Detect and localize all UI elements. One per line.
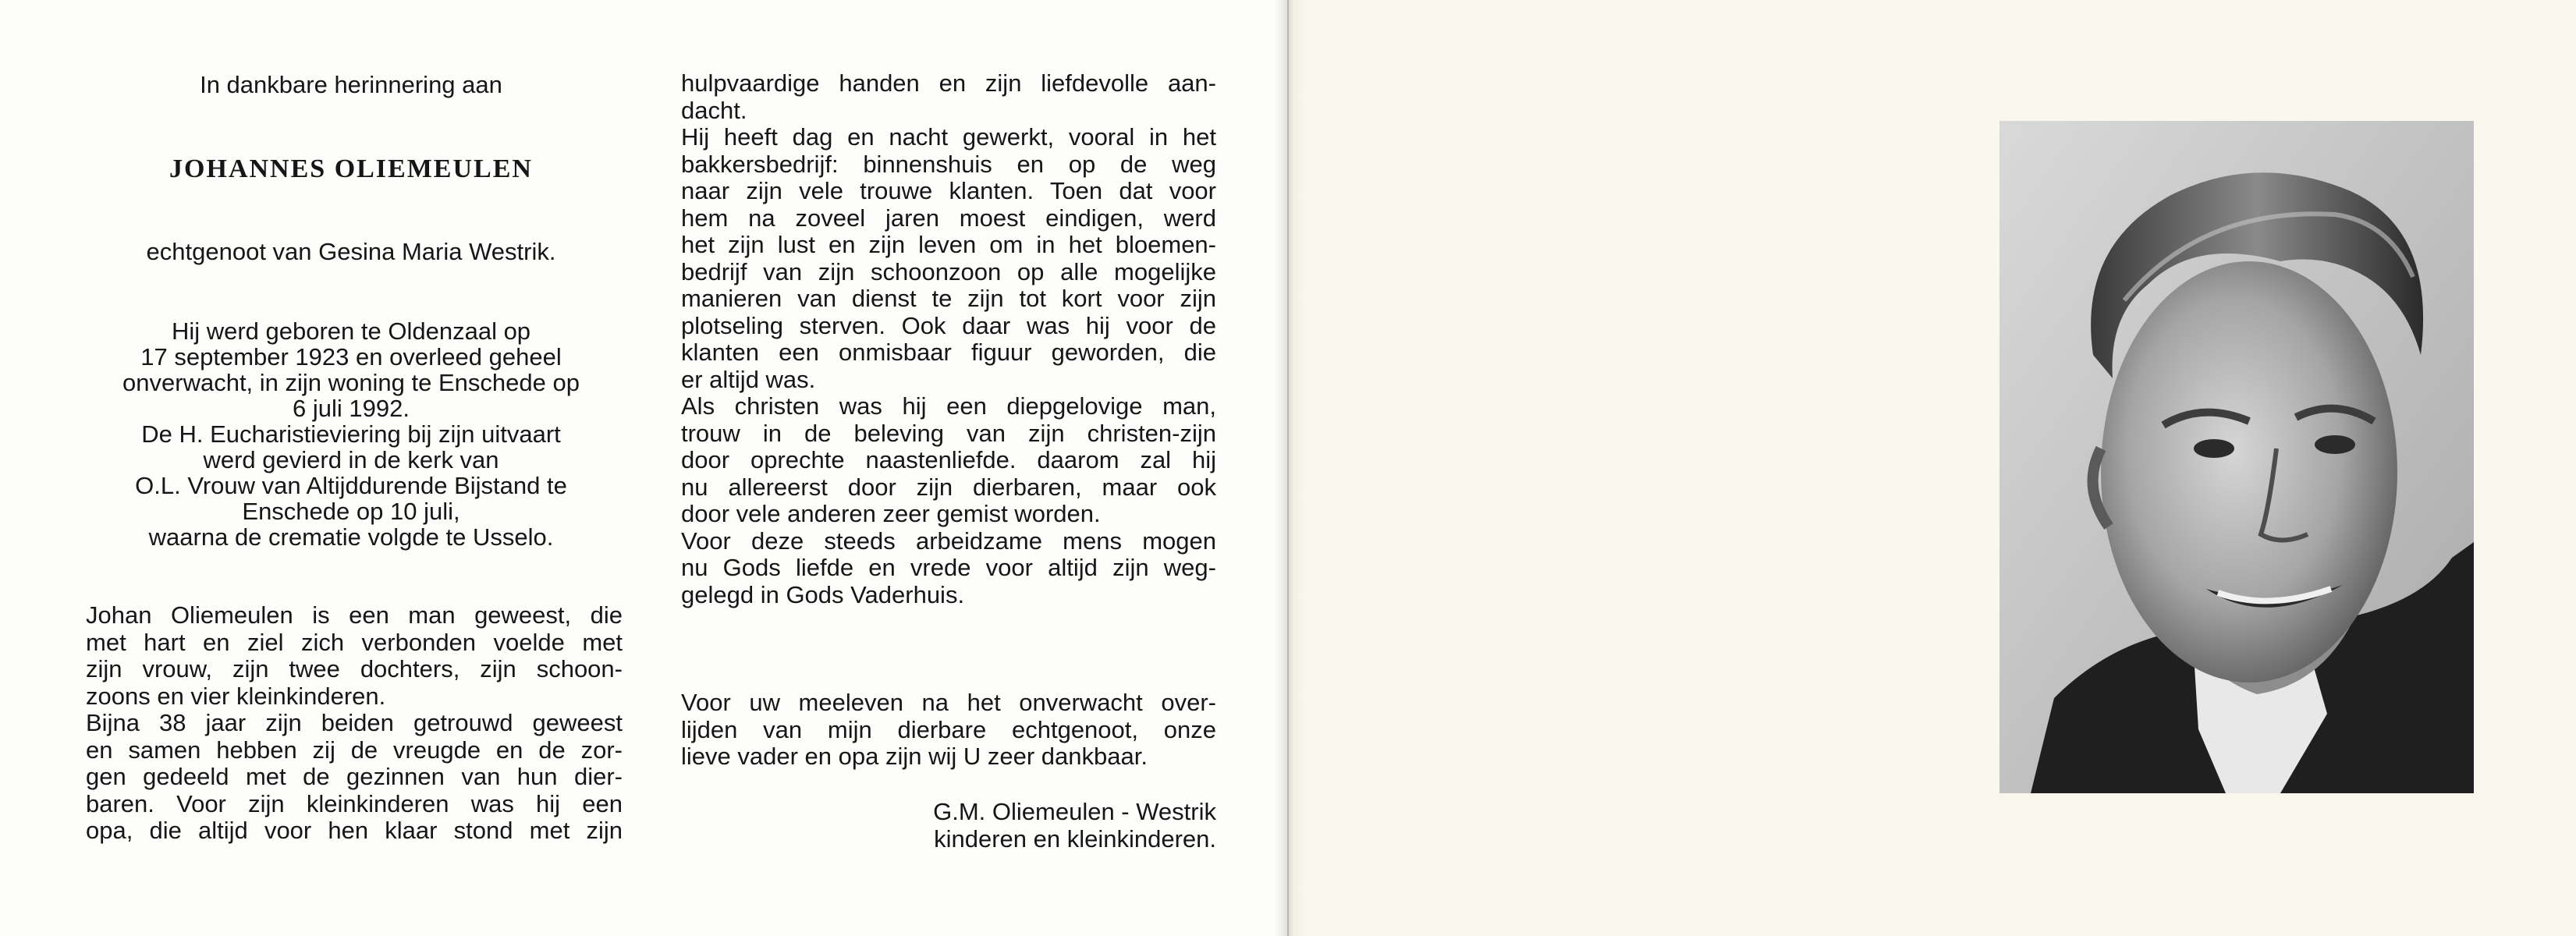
text-line: Als christen was hij een diepgelovige man,: [681, 392, 1216, 420]
text-line: Johan Oliemeulen is een man geweest, die: [86, 601, 623, 629]
spouse-text: echtgenoot van Gesina Maria Westrik.: [146, 238, 556, 265]
text-line: lieve vader en opa zijn wij U zeer dankbaar.: [681, 743, 1148, 770]
text-line: er altijd was.: [681, 365, 816, 393]
text-line: lijden van mijn dierbare echtgenoot, onze: [681, 715, 1216, 743]
text-line: O.L. Vrouw van Altijddurende Bijstand te: [135, 472, 567, 499]
text-line: klanten een onmisbaar figuur geworden, die: [681, 339, 1216, 366]
text-line: Enschede op 10 juli,: [242, 498, 460, 525]
text-line: het zijn lust en zijn leven om in het bloemen-: [681, 231, 1216, 258]
text-line: manieren van dienst te zijn tot kort voor zijn: [681, 285, 1216, 312]
biography-text: [86, 602, 623, 845]
text-line: werd gevierd in de kerk van: [203, 446, 499, 473]
text-line: zoons en vier kleinkinderen.: [86, 682, 386, 710]
text-line: baren. Voor zijn kleinkinderen was hij een: [86, 789, 623, 817]
text-line: naar zijn vele trouwe klanten. Toen dat voor: [681, 177, 1216, 204]
text-line: door oprechte naastenliefde. daarom zal hij: [681, 446, 1216, 473]
text-line: Bijna 38 jaar zijn beiden getrouwd geweest: [86, 709, 623, 736]
signature-block: [858, 799, 1216, 853]
text-line: opa, die altijd voor hen klaar stond met zijn: [86, 817, 623, 844]
text-line: nu allereerst door zijn dierbaren, maar ook: [681, 473, 1216, 501]
signature-line: G.M. Oliemeulen - Westrik: [933, 798, 1216, 825]
signature-line: kinderen en kleinkinderen.: [934, 824, 1216, 853]
text-line: 6 juli 1992.: [293, 395, 410, 422]
text-line: hem na zoveel jaren moest eindigen, werd: [681, 204, 1216, 232]
text-line: Hij heeft dag en nacht gewerkt, vooral in het: [681, 123, 1216, 151]
text-line: bakkersbedrijf: binnenshuis en op de weg: [681, 150, 1216, 178]
continued-text: [681, 70, 1216, 608]
text-line: hulpvaardige handen en zijn liefdevolle aan-: [681, 69, 1216, 97]
card-fold: [1275, 0, 1306, 936]
text-line: en samen hebben zij de vreugde en de zor-: [86, 736, 623, 764]
text-line: De H. Eucharistieviering bij zijn uitvaart: [141, 420, 561, 448]
intro-text: In dankbare herinnering aan: [200, 71, 502, 98]
text-line: bedrijf van zijn schoonzoon op alle mogelijke: [681, 257, 1216, 285]
text-line: waarna de crematie volgde te Usselo.: [148, 523, 554, 551]
text-line: zijn vrouw, zijn twee dochters, zijn schoon-: [86, 655, 623, 682]
text-line: met hart en ziel zich verbonden voelde met: [86, 628, 623, 656]
birth-death-block: [78, 318, 624, 550]
text-line: door vele anderen zeer gemist worden.: [681, 500, 1101, 527]
deceased-name: JOHANNES OLIEMEULEN: [169, 154, 533, 183]
text-line: Hij werd geboren te Oldenzaal op: [171, 317, 531, 345]
text-line: nu Gods liefde en vrede voor altijd zijn weg-: [681, 554, 1216, 581]
text-line: dacht.: [681, 96, 747, 124]
portrait-photo-icon: [1999, 121, 2474, 793]
thanks-text: [681, 690, 1216, 771]
text-line: gelegd in Gods Vaderhuis.: [681, 580, 965, 608]
text-line: gen gedeeld met de gezinnen van hun dier-: [86, 763, 623, 790]
text-line: Voor uw meeleven na het onverwacht over-: [681, 689, 1216, 716]
text-line: Voor deze steeds arbeidzame mens mogen: [681, 526, 1216, 555]
text-line: trouw in de beleving van zijn christen-zijn: [681, 419, 1216, 447]
text-line: 17 september 1923 en overleed geheel: [140, 343, 562, 370]
text-line: plotseling sterven. Ook daar was hij voor de: [681, 311, 1216, 339]
text-line: onverwacht, in zijn woning te Enschede op: [122, 369, 580, 396]
